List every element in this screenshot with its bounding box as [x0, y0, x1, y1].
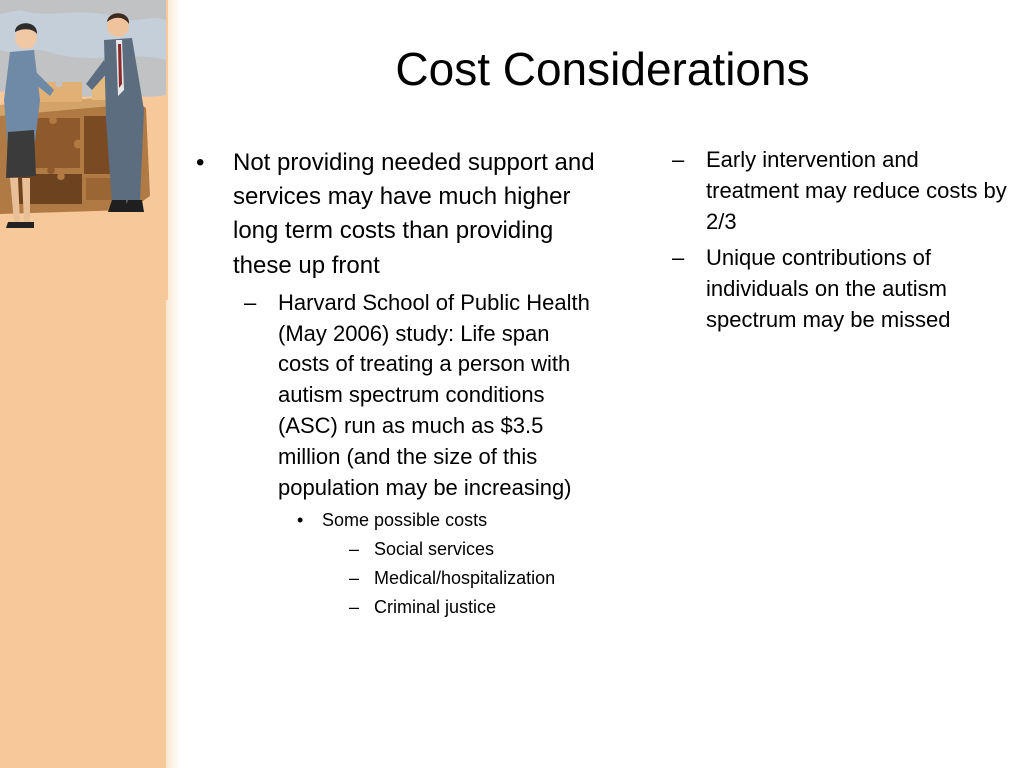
right-item-text: Unique contributions of individuals on the autism spectrum may be missed: [706, 245, 951, 332]
sub-sub-bullet-text: Some possible costs: [322, 510, 488, 531]
sub-sub-bullet: [196, 508, 596, 533]
dash-marker: –: [672, 245, 685, 271]
cost-item-text: Social services: [374, 539, 495, 560]
business-puzzle-illustration-icon: [0, 0, 168, 300]
cost-item-text: Criminal justice: [374, 597, 497, 618]
cost-item-text: Medical/hospitalization: [374, 568, 556, 589]
sub-bullet-text: Harvard School of Public Health (May 2006) study: Life span costs of treating a person with autism spectrum conditions (ASC) run as much as $3.5 million (and the size of this population may be increasing): [278, 289, 590, 500]
dash-marker: –: [672, 147, 685, 172]
right-item-early-intervention: [672, 145, 1017, 237]
main-bullet: [196, 146, 596, 283]
cost-item-medical: [196, 566, 596, 591]
right-column: [672, 146, 1017, 342]
dash-marker: –: [349, 539, 360, 560]
main-bullet-text: Not providing needed support and services may have much higher long term costs than providing these up front: [233, 149, 595, 279]
dash-marker: –: [349, 597, 360, 618]
side-strip-fade: [166, 0, 180, 768]
bullet-marker: •: [297, 510, 304, 531]
slide-title: Cost Considerations: [395, 43, 810, 95]
right-item-unique-contributions: [672, 243, 1017, 335]
bullet-marker: •: [196, 149, 205, 176]
right-item-text: Early intervention and treatment may reduce costs by 2/3: [706, 147, 1007, 234]
sub-bullet: [196, 288, 596, 504]
left-column: [196, 146, 596, 624]
cost-item-social-services: [196, 537, 596, 562]
dash-marker: –: [349, 568, 360, 589]
cost-item-criminal-justice: [196, 595, 596, 620]
dash-marker: –: [244, 289, 257, 315]
